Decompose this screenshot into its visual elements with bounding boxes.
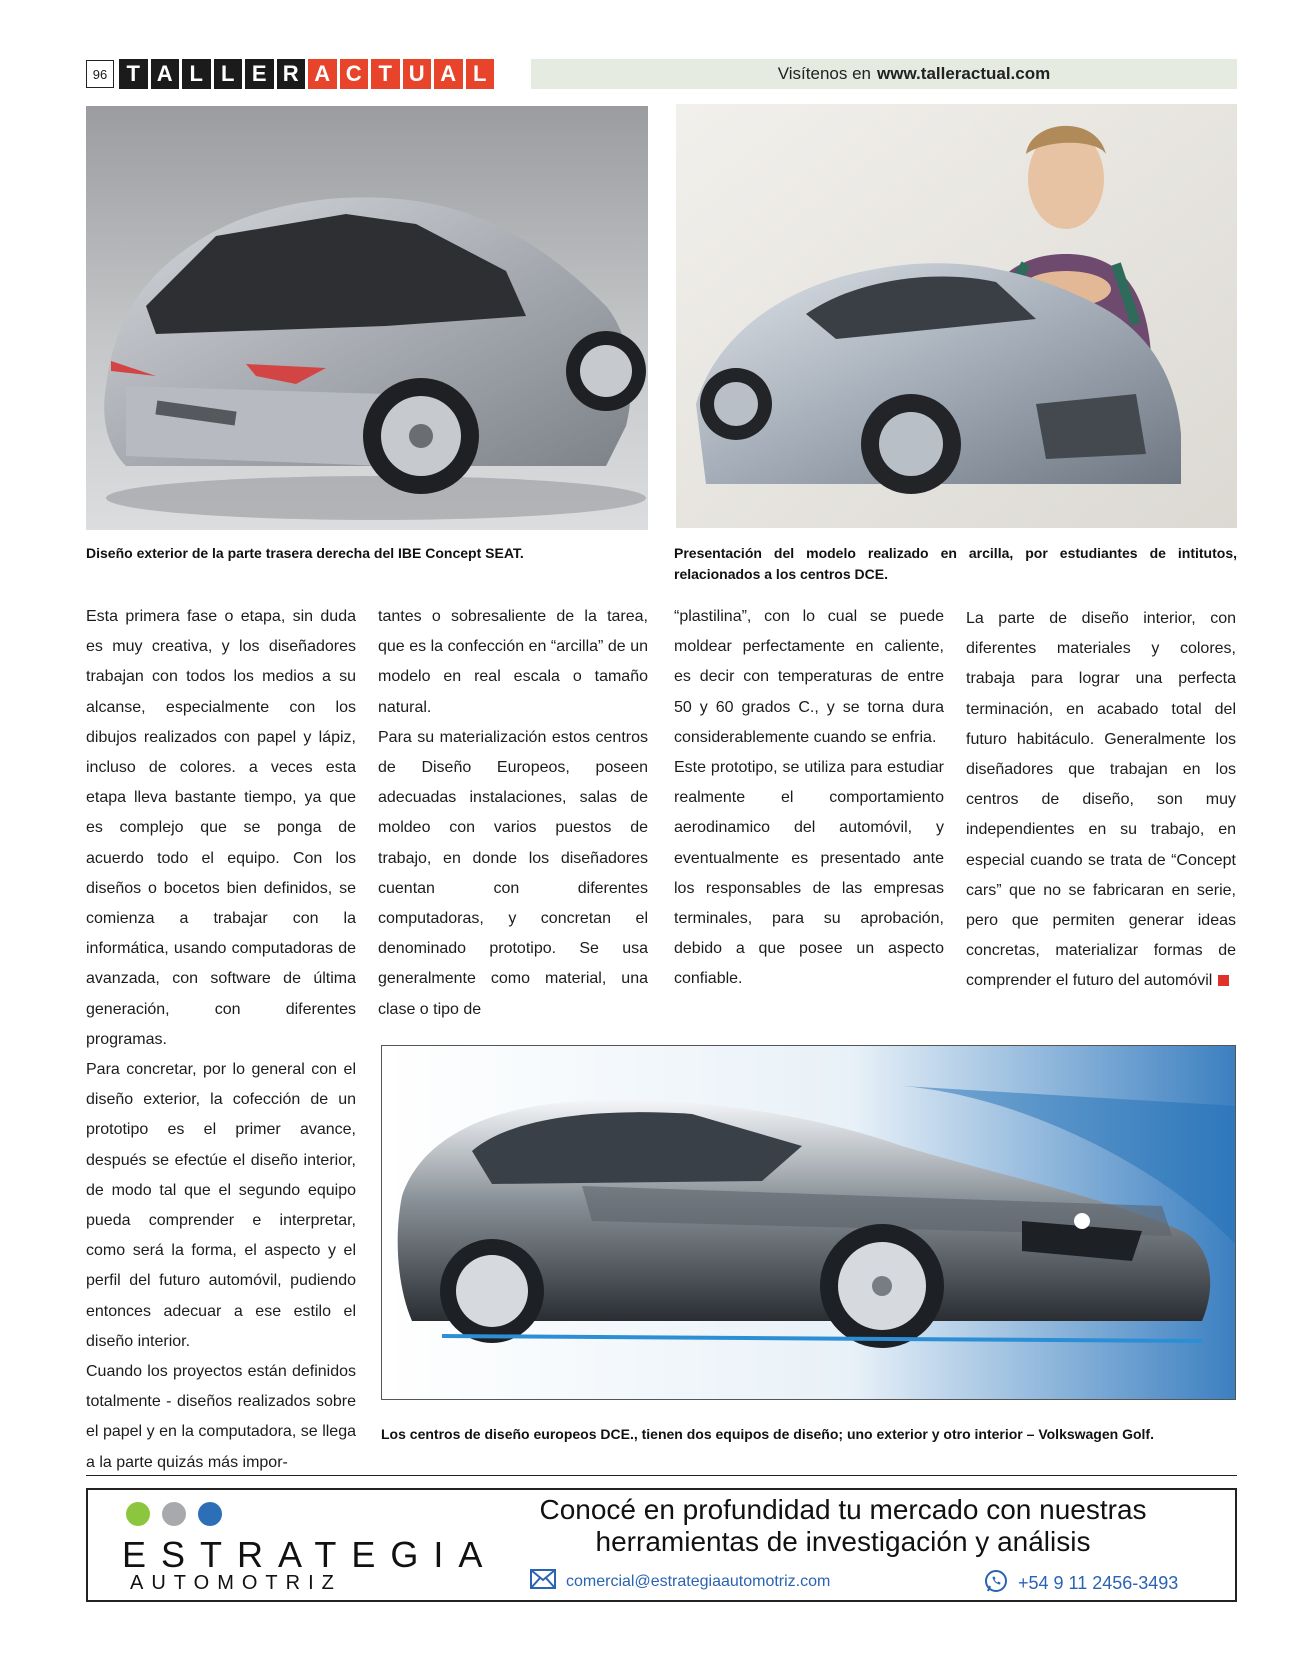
phone-contact[interactable] — [984, 1569, 1178, 1598]
seat-concept-photo — [86, 106, 648, 530]
brand-dot-blue — [198, 1502, 222, 1526]
brand-dots — [126, 1502, 222, 1526]
end-of-article-mark — [1218, 975, 1229, 986]
ad-headline — [528, 1494, 1158, 1558]
logo-letter: T — [119, 59, 148, 89]
brand-dot-gray — [162, 1502, 186, 1526]
paragraph: tantes o sobresaliente de la tarea, que es la confección en “arcilla” de un modelo en real escala o tamaño natural. — [378, 608, 648, 716]
logo-letter: L — [466, 59, 495, 89]
logo-letter: U — [403, 59, 432, 89]
estrategia-ad-banner[interactable] — [86, 1488, 1237, 1602]
brand-subtitle: AUTOMOTRIZ — [130, 1572, 342, 1594]
paragraph-text: La parte de diseño interior, con diferentes materiales y colores, trabaja para lograr una perfecta terminación, en acabado total del futuro habitáculo. Generalmente los diseñadores que trabajan en los centros de diseño, son muy independientes en su trabajo, en especial cuando se trata de “Concept cars” que no se fabricaran en serie, pero que permiten generar ideas concretas, materializar formas de comprender el futuro del automóvil — [966, 610, 1236, 990]
email-address[interactable]: comercial@estrategiaautomotriz.com — [566, 1572, 831, 1590]
logo-letter: A — [434, 59, 463, 89]
paragraph — [966, 604, 1236, 997]
article-column-4 — [966, 604, 1236, 997]
seat-photo-caption: Diseño exterior de la parte trasera derecha del IBE Concept SEAT. — [86, 545, 524, 561]
paragraph: Cuando los proyectos están definidos totalmente - diseños realizados sobre el papel y en la computadora, se llega a la parte quizás más impor- — [86, 1363, 356, 1471]
golf-sketch-photo — [381, 1045, 1236, 1400]
visit-prefix: Visítenos en — [777, 64, 872, 83]
brand-name: ESTRATEGIA — [122, 1534, 498, 1575]
clay-model-photo — [676, 104, 1237, 528]
ad-headline-line: herramientas de investigación y análisis — [595, 1526, 1091, 1557]
clay-photo-caption: Presentación del modelo realizado en arcilla, por estudiantes de intitutos, relacionados a los centros DCE. — [674, 545, 1237, 582]
paragraph: “plastilina”, con lo cual se puede moldear perfectamente en caliente, es decir con temperaturas de entre 50 y 60 grados C., y se torna dura considerablemente cuando se enfria. — [674, 608, 944, 746]
logo-letter: E — [245, 59, 274, 89]
visit-banner — [531, 59, 1237, 89]
envelope-icon — [530, 1569, 556, 1594]
logo-letter: T — [371, 59, 400, 89]
article-column-2 — [378, 602, 648, 1025]
footer-divider — [86, 1475, 1237, 1476]
phone-number[interactable]: +54 9 11 2456-3493 — [1018, 1573, 1179, 1593]
page-number: 96 — [86, 60, 114, 88]
brand-dot-green — [126, 1502, 150, 1526]
logo-letter: L — [214, 59, 243, 89]
logo-letter: C — [340, 59, 369, 89]
golf-photo-caption: Los centros de diseño europeos DCE., tienen dos equipos de diseño; uno exterior y otro interior – Volkswagen Golf. — [381, 1426, 1154, 1442]
email-contact[interactable] — [530, 1569, 830, 1594]
ad-headline-line: Conocé en profundidad tu mercado con nuestras — [539, 1494, 1147, 1525]
logo-letter: A — [151, 59, 180, 89]
website-link[interactable]: www.talleractual.com — [877, 64, 1051, 83]
paragraph: Este prototipo, se utiliza para estudiar realmente el comportamiento aerodinamico del automóvil, y eventualmente es presentado ante los responsables de las empresas terminales, para su aprobación, debido a que posee un aspecto confiable. — [674, 759, 944, 988]
paragraph: Esta primera fase o etapa, sin duda es muy creativa, y los diseñadores trabajan con todos los medios a su alcanse, especialmente con los dibujos realizados con papel y lápiz, incluso de colores. a veces esta etapa lleva bastante tiempo, ya que es complejo que se ponga de acuerdo todo el equipo. Con los diseños o bocetos bien definidos, se comienza a trabajar con la informática, usando computadoras de avanzada, con software de última generación, con diferentes programas. — [86, 608, 356, 1048]
article-column-3 — [674, 602, 944, 995]
whatsapp-icon — [984, 1569, 1008, 1598]
paragraph: Para su materialización estos centros de Diseño Europeos, poseen adecuadas instalaciones, salas de moldeo con varios puestos de trabajo, en donde los diseñadores cuentan con diferentes computadoras, y concretan el denominado prototipo. Se usa generalmente como material, una clase o tipo de — [378, 728, 648, 1018]
logo-letter: R — [277, 59, 306, 89]
paragraph: Para concretar, por lo general con el diseño exterior, la cofección de un prototipo es el primer avance, después se efectúe el diseño interior, de modo tal que el segundo equipo pueda comprender e interpretar, como será la forma, el aspecto y el perfil del futuro automóvil, pudiendo entonces adecuar a ese estilo el diseño interior. — [86, 1061, 356, 1350]
article-column-1 — [86, 602, 356, 1478]
logo-letter: L — [182, 59, 211, 89]
logo-letter: A — [308, 59, 337, 89]
talleractual-logo — [119, 59, 494, 89]
